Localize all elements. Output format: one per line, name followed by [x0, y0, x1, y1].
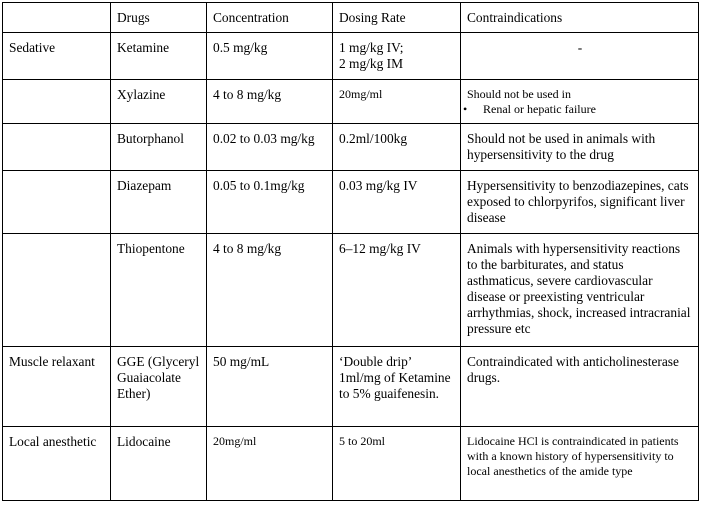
concentration-cell: 0.05 to 0.1mg/kg: [207, 171, 333, 234]
dosing-cell: 20mg/ml: [333, 80, 461, 124]
category-cell: [3, 171, 111, 234]
category-cell: [3, 80, 111, 124]
concentration-cell: 20mg/ml: [207, 427, 333, 501]
header-drugs: Drugs: [111, 3, 207, 33]
contraindication-text: Should not be used in: [467, 87, 571, 101]
category-cell: [3, 124, 111, 171]
contraindication-cell: [461, 80, 699, 124]
drug-cell: Lidocaine: [111, 427, 207, 501]
drug-cell: Diazepam: [111, 171, 207, 234]
header-row: [3, 3, 699, 33]
table-row: [3, 80, 699, 124]
table-row: [3, 33, 699, 80]
concentration-cell: 50 mg/mL: [207, 347, 333, 427]
contraindication-cell: Hypersensitivity to benzodiazepines, cats exposed to chlorpyrifos, significant liver disease: [461, 171, 699, 234]
header-concentration: Concentration: [207, 3, 333, 33]
drug-cell: Ketamine: [111, 33, 207, 80]
category-cell: Muscle relaxant: [3, 347, 111, 427]
drug-cell: Thiopentone: [111, 234, 207, 347]
concentration-cell: 4 to 8 mg/kg: [207, 234, 333, 347]
contraindication-bullet: • Renal or hepatic failure: [467, 102, 693, 117]
drug-cell: GGE (Glyceryl Guaiacolate Ether): [111, 347, 207, 427]
contraindication-cell: Animals with hypersensitivity reactions to the barbiturates, and status asthmaticus, severe cardiovascular disease or preexisting ventricular arrhythmias, shock, increased intracranial pressure etc: [461, 234, 699, 347]
dosing-cell: ‘Double drip’ 1ml/mg of Ketamine to 5% guaifenesin.: [333, 347, 461, 427]
concentration-cell: 0.02 to 0.03 mg/kg: [207, 124, 333, 171]
concentration-cell: 0.5 mg/kg: [207, 33, 333, 80]
dosing-cell: 0.2ml/100kg: [333, 124, 461, 171]
concentration-cell: 4 to 8 mg/kg: [207, 80, 333, 124]
header-dosing-rate: Dosing Rate: [333, 3, 461, 33]
contraindication-cell: -: [461, 33, 699, 80]
drug-cell: Xylazine: [111, 80, 207, 124]
dosing-cell: 0.03 mg/kg IV: [333, 171, 461, 234]
category-cell: Sedative: [3, 33, 111, 80]
table-row: [3, 171, 699, 234]
category-cell: Local anesthetic: [3, 427, 111, 501]
drug-cell: Butorphanol: [111, 124, 207, 171]
category-cell: [3, 234, 111, 347]
header-contraindications: Contraindications: [461, 3, 699, 33]
contraindication-cell: Lidocaine HCl is contraindicated in patients with a known history of hypersensitivity to local anesthetics of the amide type: [461, 427, 699, 501]
drug-table: [2, 2, 699, 501]
dosing-cell: 1 mg/kg IV; 2 mg/kg IM: [333, 33, 461, 80]
table-row: [3, 234, 699, 347]
table-row: [3, 124, 699, 171]
header-category: [3, 3, 111, 33]
contraindication-cell: Should not be used in animals with hypersensitivity to the drug: [461, 124, 699, 171]
contraindication-cell: Contraindicated with anticholinesterase drugs.: [461, 347, 699, 427]
table-row: [3, 427, 699, 501]
table-row: [3, 347, 699, 427]
dosing-cell: 6–12 mg/kg IV: [333, 234, 461, 347]
dosing-cell: 5 to 20ml: [333, 427, 461, 501]
